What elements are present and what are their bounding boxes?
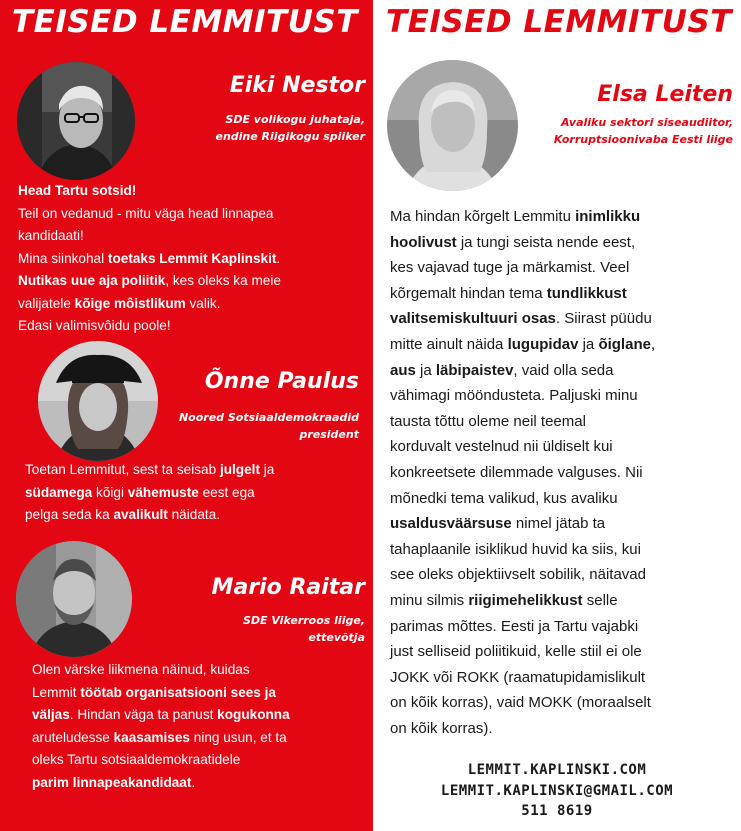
body-line: see oleks objektiivselt sobilik, näitavad [390, 566, 646, 584]
phone-number[interactable]: 511 8619 [521, 803, 593, 819]
eiki-nestor-role-line1: SDE volikogu juhataja, [225, 113, 365, 126]
mario-raitar-role-line1: SDE Vikerroos liige, [242, 614, 365, 627]
eiki-nestor-name: Eiki Nestor [229, 73, 365, 98]
mario-raitar-role-line2: ettevõtja [308, 631, 365, 644]
quote-line: väljas. Hindan väga ta panust kogukonna [32, 707, 290, 722]
onne-paulus-role [149, 409, 359, 443]
body-line: mitte ainult näida lugupidav ja õiglane, [390, 335, 656, 353]
mario-raitar-name: Mario Raitar [211, 575, 365, 600]
body-line: mõnedki tema valikud, kus avaliku [390, 489, 618, 507]
eiki-nestor-quote [18, 180, 368, 338]
quote-line: parim linnapeakandidaat. [32, 774, 196, 790]
elsa-leiten-photo [387, 60, 518, 191]
quote-line: Teil on vedanud - mitu väga head linnapea [18, 205, 274, 221]
body-line: on kõik korras). [390, 719, 493, 737]
quote-line: Head Tartu sotsid! [18, 183, 137, 198]
quote-line: kandidaati! [18, 228, 84, 243]
elsa-leiten-role [503, 114, 733, 148]
body-line: konkreetsete dilemmade valguses. Nii [390, 463, 643, 481]
body-line: vähimagi mööndusteta. Paljuski minu [390, 387, 638, 405]
body-line: valitsemiskultuuri osas. Siirast püüdu [390, 310, 652, 328]
body-line: parimas mõttes. Eesti ja Tartu vajabki [390, 617, 639, 635]
body-line: kes vajavad tuge ja märkamist. Veel [390, 259, 630, 277]
elsa-leiten-role-line1: Avaliku sektori siseaudiitor, [561, 116, 733, 129]
mario-raitar-quote [32, 659, 372, 794]
mario-raitar-role [165, 612, 365, 646]
body-line: korduvalt vestelnud nii üldiselt kui [390, 438, 613, 456]
onne-paulus-photo [38, 341, 158, 461]
contact-block [373, 760, 741, 822]
body-line: minu silmis riigimehelikkust selle [390, 591, 618, 609]
right-heading: TEISED LEMMITUST [386, 4, 732, 40]
email-link[interactable]: LEMMIT.KAPLINSKI@GMAIL.COM [440, 782, 674, 799]
right-column [373, 0, 741, 831]
eiki-nestor-role [165, 111, 365, 145]
quote-line: pelga seda ka avalikult näidata. [25, 507, 220, 522]
eiki-nestor-photo [17, 62, 135, 180]
quote-line: Nutikas uue aja poliitik, kes oleks ka meie [18, 273, 281, 288]
body-line: hoolivust ja tungi seista nende eest, [390, 233, 636, 251]
left-heading: TEISED LEMMITUST [12, 4, 358, 40]
body-line: JOKK või ROKK (raamatupidamislikult [390, 668, 646, 686]
eiki-nestor-role-line2: endine Riigikogu spiiker [215, 130, 365, 143]
body-line: Ma hindan kõrgelt Lemmitu inimlikku [390, 208, 641, 225]
website-link[interactable]: LEMMIT.KAPLINSKI.COM [467, 762, 647, 778]
body-line: just selliseid poliitikuid, kelle stiil ei ole [390, 643, 642, 661]
body-line: kõrgemalt hindan tema tundlikkust [390, 284, 627, 302]
body-line: on kõik korras), vaid MOKK (moraalselt [390, 694, 651, 712]
elsa-leiten-name: Elsa Leiten [597, 82, 733, 107]
quote-line: valijatele kõige môistlikum valik. [18, 295, 221, 311]
quote-line: Edasi valimisvôidu poole! [18, 318, 171, 333]
body-line: usaldusväärsuse nimel jätab ta [390, 515, 606, 533]
quote-line: Olen värske liikmena näinud, kuidas [32, 662, 250, 677]
quote-line: oleks Tartu sotsiaaldemokraatidele [32, 752, 241, 767]
onne-paulus-role-line2: president [299, 428, 359, 441]
quote-line: aruteludesse kaasamises ning usun, et ta [32, 729, 287, 745]
quote-line: Lemmit töötab organisatsiooni sees ja [32, 684, 276, 700]
mario-raitar-photo [16, 541, 132, 657]
quote-line: Mina siinkohal toetaks Lemmit Kaplinskit. [18, 250, 281, 266]
elsa-leiten-role-line2: Korruptsioonivaba Eesti liige [553, 133, 733, 146]
body-line: aus ja läbipaistev, vaid olla seda [390, 361, 614, 379]
elsa-leiten-quote [390, 204, 740, 741]
quote-line: südamega kõigi vähemuste eest ega [25, 484, 255, 500]
body-line: tausta tõttu oleme neil teemal [390, 412, 586, 430]
body-line: tahaplaanile isiklikud huvid ka siis, kui [390, 540, 641, 558]
quote-line: Toetan Lemmitut, sest ta seisab julgelt ja [25, 462, 275, 477]
onne-paulus-quote [25, 459, 370, 527]
onne-paulus-name: Õnne Paulus [204, 369, 359, 394]
onne-paulus-role-line1: Noored Sotsiaaldemokraadid [178, 411, 359, 424]
